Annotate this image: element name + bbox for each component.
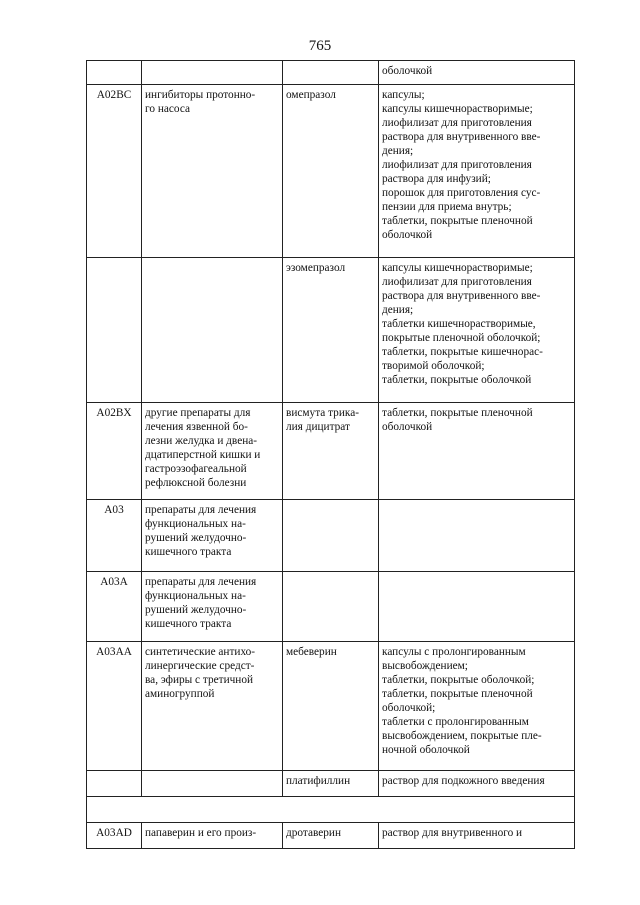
dosage-form-line: таблетки, покрытые оболочкой — [382, 374, 532, 386]
group-line: гастроэзофагеальной — [145, 463, 247, 475]
dosage-form-line: пензии для приема внутрь; — [382, 201, 512, 213]
dosage-form-line: таблетки, покрытые оболочкой; — [382, 674, 535, 686]
drug-cell — [283, 771, 379, 797]
group-cell — [142, 642, 283, 771]
group-line: препараты для лечения — [145, 576, 257, 588]
dosage-form-line: дения; — [382, 304, 414, 316]
drug-cell — [283, 61, 379, 85]
group-line: функциональных на- — [145, 590, 246, 602]
table-row — [87, 771, 575, 797]
drug-line: эзомепразол — [286, 262, 346, 274]
table-row — [87, 61, 575, 85]
group-line: папаверин и его произ- — [145, 827, 257, 839]
dosage-form-cell — [379, 500, 575, 572]
dosage-form-line: оболочкой; — [382, 702, 436, 714]
group-line: синтетические антихо- — [145, 646, 256, 658]
dosage-form-line: раствора для внутривенного вве- — [382, 131, 541, 143]
group-line: рушений желудочно- — [145, 604, 247, 616]
group-line: кишечного тракта — [145, 618, 232, 630]
dosage-form-line: капсулы кишечнорастворимые; — [382, 103, 533, 115]
drug-line: дротаверин — [286, 827, 342, 839]
dosage-form-cell — [379, 85, 575, 258]
dosage-form-line: раствора для инфузий; — [382, 173, 491, 185]
dosage-form-line: высвобождением; — [382, 660, 468, 672]
group-line: другие препараты для — [145, 407, 251, 419]
dosage-form-line: оболочкой — [382, 65, 433, 77]
dosage-form-line: раствор для внутривенного и — [382, 827, 523, 839]
group-line: рефлюксной болезни — [145, 477, 247, 489]
group-cell — [142, 258, 283, 403]
drug-line: висмута трика- — [286, 407, 359, 419]
dosage-form-cell — [379, 823, 575, 849]
table-row — [87, 572, 575, 642]
drug-line: омепразол — [286, 89, 336, 101]
drug-cell — [283, 500, 379, 572]
table-body — [87, 61, 575, 849]
table-row — [87, 85, 575, 258]
atc-code-cell: A03 — [87, 500, 142, 572]
atc-code-cell: A02BC — [87, 85, 142, 258]
dosage-form-line: таблетки, покрытые пленочной — [382, 215, 533, 227]
table-row — [87, 823, 575, 849]
dosage-form-line: оболочкой — [382, 421, 433, 433]
drug-cell — [283, 258, 379, 403]
group-cell — [142, 572, 283, 642]
dosage-form-line: лиофилизат для приготовления — [382, 159, 532, 171]
dosage-form-cell — [379, 403, 575, 500]
group-cell — [142, 500, 283, 572]
drug-cell — [283, 85, 379, 258]
group-line: кишечного тракта — [145, 546, 232, 558]
atc-code-cell: A02BX — [87, 403, 142, 500]
table-row — [87, 258, 575, 403]
drug-line: мебеверин — [286, 646, 337, 658]
drug-cell — [283, 642, 379, 771]
group-line: ва, эфиры с третичной — [145, 674, 254, 686]
drug-classification-table — [86, 60, 575, 849]
dosage-form-line: порошок для приготовления сус- — [382, 187, 541, 199]
atc-code-cell: A03A — [87, 572, 142, 642]
drug-cell — [283, 823, 379, 849]
dosage-form-line: таблетки, покрытые пленочной — [382, 407, 533, 419]
dosage-form-line: раствор для подкожного введения — [382, 775, 545, 787]
group-line: аминогруппой — [145, 688, 215, 700]
dosage-form-line: капсулы; — [382, 89, 425, 101]
dosage-form-cell — [379, 771, 575, 797]
atc-code-cell — [87, 771, 142, 797]
group-cell — [142, 85, 283, 258]
dosage-form-line: высвобождением, покрытые пле- — [382, 730, 542, 742]
dosage-form-line: таблетки, покрытые пленочной — [382, 688, 533, 700]
atc-code-cell: A03AA — [87, 642, 142, 771]
group-line: рушений желудочно- — [145, 532, 247, 544]
group-cell — [142, 403, 283, 500]
group-cell — [142, 823, 283, 849]
dosage-form-line: лиофилизат для приготовления — [382, 276, 532, 288]
dosage-form-cell — [379, 61, 575, 85]
dosage-form-line: капсулы с пролонгированным — [382, 646, 526, 658]
dosage-form-line: таблетки, покрытые кишечнорас- — [382, 346, 543, 358]
dosage-form-cell — [379, 572, 575, 642]
drug-cell — [283, 403, 379, 500]
dosage-form-line: капсулы кишечнорастворимые; — [382, 262, 533, 274]
drug-line: платифиллин — [286, 775, 351, 787]
table-row — [87, 403, 575, 500]
dosage-form-cell — [379, 642, 575, 771]
dosage-form-line: покрытые пленочной оболочкой; — [382, 332, 541, 344]
group-line: ингибиторы протонно- — [145, 89, 256, 101]
dosage-form-line: лиофилизат для приготовления — [382, 117, 532, 129]
dosage-form-line: таблетки с пролонгированным — [382, 716, 529, 728]
group-line: линергические средст- — [145, 660, 255, 672]
group-line: лезни желудка и двена- — [145, 435, 258, 447]
page-number: 765 — [308, 38, 332, 54]
atc-code-cell — [87, 61, 142, 85]
dosage-form-line: дения; — [382, 145, 414, 157]
group-cell — [142, 61, 283, 85]
table-spacer-row — [87, 797, 575, 823]
group-line: дцатиперстной кишки и — [145, 449, 261, 461]
table-row — [87, 642, 575, 771]
group-line: функциональных на- — [145, 518, 246, 530]
atc-code-cell — [87, 258, 142, 403]
dosage-form-cell — [379, 258, 575, 403]
dosage-form-line: ночной оболочкой — [382, 744, 470, 756]
group-line: препараты для лечения — [145, 504, 257, 516]
dosage-form-line: творимой оболочкой; — [382, 360, 485, 372]
table-row — [87, 500, 575, 572]
group-line: го насоса — [145, 103, 190, 115]
drug-line: лия дицитрат — [286, 421, 350, 433]
dosage-form-line: оболочкой — [382, 229, 433, 241]
group-line: лечения язвенной бо- — [145, 421, 248, 433]
spacer-cell — [87, 797, 575, 823]
group-cell — [142, 771, 283, 797]
dosage-form-line: таблетки кишечнорастворимые, — [382, 318, 536, 330]
drug-cell — [283, 572, 379, 642]
dosage-form-line: раствора для внутривенного вве- — [382, 290, 541, 302]
atc-code-cell: A03AD — [87, 823, 142, 849]
